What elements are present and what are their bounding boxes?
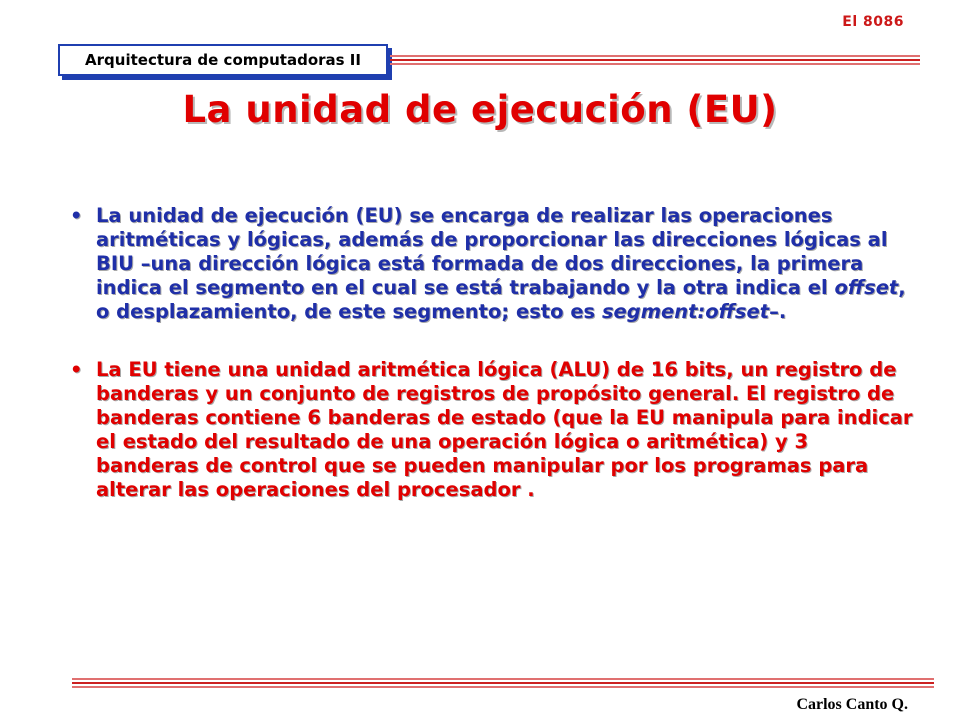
term-offset: offset — [834, 276, 899, 299]
bullet-item-eu-description — [64, 204, 914, 324]
author-name: Carlos Canto Q. — [796, 696, 908, 713]
bullet-marker: • — [70, 358, 83, 381]
course-title: Arquitectura de computadoras II — [85, 51, 361, 69]
bullet-list — [64, 204, 914, 536]
course-title-box — [58, 44, 388, 76]
bullet-marker: • — [70, 204, 83, 227]
slide-tag: El 8086 — [842, 14, 904, 30]
bullet-text: La unidad de ejecución (EU) se encarga de realizar las operaciones aritméticas y lógicas, además de proporcionar las direcciones lógicas al BIU –una dirección lógica está formada de dos direcciones, la primera indica el segmento en el cual se está trabajando y la otra indica el offset, o desplazamiento, de este segmento; esto es segment:offset–. — [96, 204, 906, 323]
footer-rule — [72, 678, 934, 690]
header-rule — [390, 55, 920, 71]
page-title: La unidad de ejecución (EU) — [182, 88, 778, 131]
bullet-item-eu-components — [64, 358, 914, 502]
term-segment-offset: segment:offset — [601, 300, 770, 323]
bullet-text: La EU tiene una unidad aritmética lógica (ALU) de 16 bits, un registro de banderas y un conjunto de registros de propósito general. El registro de banderas contiene 6 banderas de estado (que la EU manipula para indicar el estado del resultado de una operación lógica o aritmética) y 3 banderas de control que se pueden manipular por los programas para alterar las operaciones del procesador . — [96, 358, 913, 501]
